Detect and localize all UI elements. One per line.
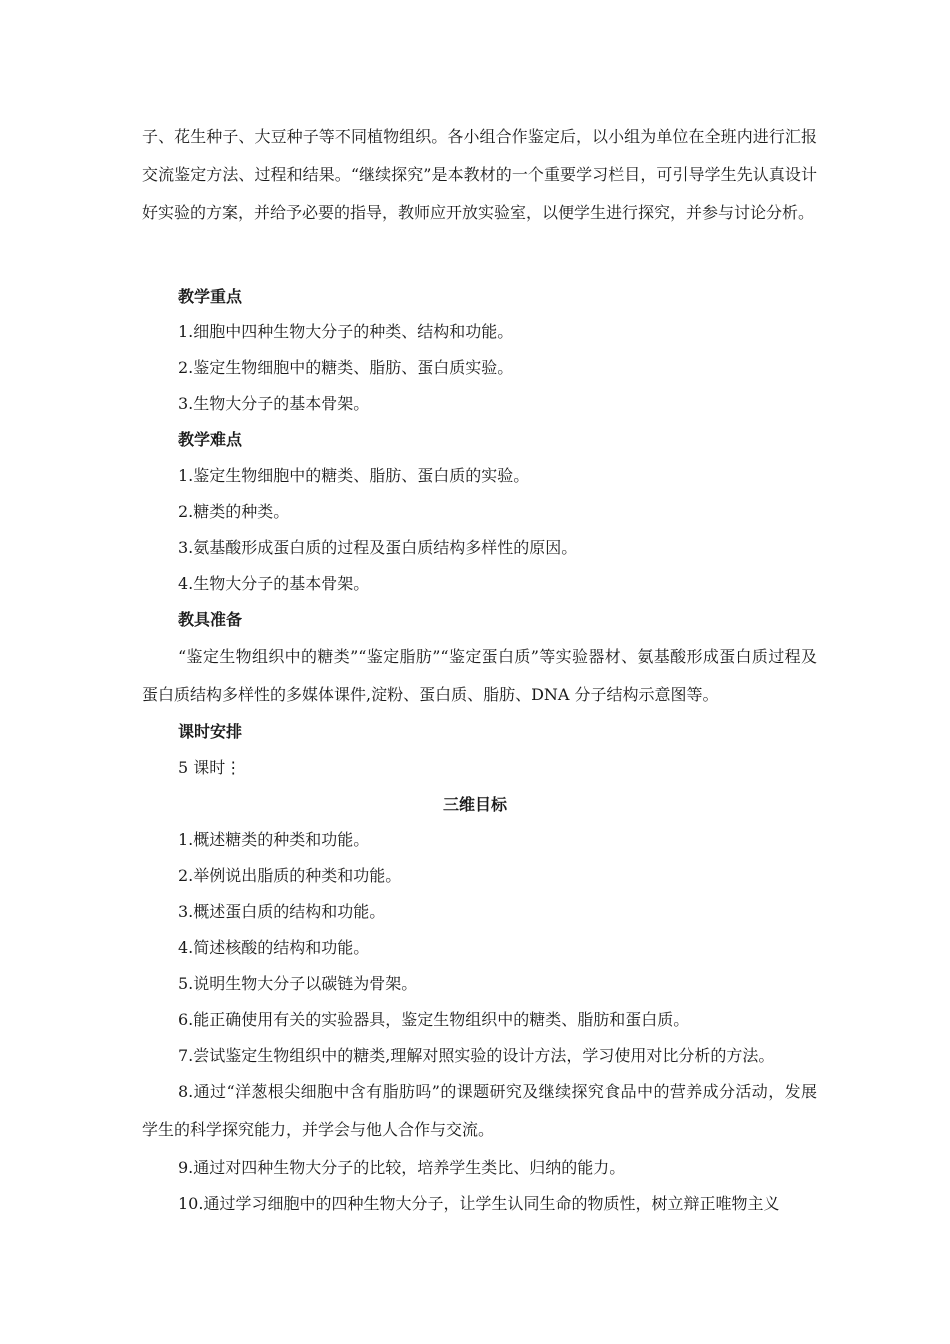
intro-paragraph: 子、花生种子、大豆种子等不同植物组织。各小组合作鉴定后，以小组为单位在全班内进行汇报交流鉴定方法、过程和结果。“继续探究”是本教材的一个重要学习栏目，可引导学生先认真设计好实验的方案，并给予必要的指导，教师应开放实验室，以便学生进行探究，并参与讨论分析。	[142, 127, 817, 222]
objective-4: 4.简述核酸的结构和功能。	[178, 938, 370, 957]
objective-1: 1.概述糖类的种类和功能。	[178, 830, 370, 849]
objective-9: 9.通过对四种生物大分子的比较，培养学生类比、归纳的能力。	[178, 1158, 626, 1177]
objective-7: 7.尝试鉴定生物组织中的糖类,理解对照实验的设计方法，学习使用对比分析的方法。	[178, 1046, 775, 1065]
schedule-value: 5 课时⋮	[178, 758, 242, 777]
teaching-aids-paragraph: “鉴定生物组织中的糖类”“鉴定脂肪”“鉴定蛋白质”等实验器材、氨基酸形成蛋白质过程及蛋白质结构多样性的多媒体课件,淀粉、蛋白质、脂肪、DNA 分子结构示意图等。	[142, 647, 817, 704]
difficult-point-4: 4.生物大分子的基本骨架。	[178, 574, 370, 593]
schedule-heading: 课时安排	[178, 722, 243, 741]
key-point-3: 3.生物大分子的基本骨架。	[178, 394, 370, 413]
key-points-heading: 教学重点	[178, 287, 243, 306]
objective-6: 6.能正确使用有关的实验器具，鉴定生物组织中的糖类、脂肪和蛋白质。	[178, 1010, 690, 1029]
objective-5: 5.说明生物大分子以碳链为骨架。	[178, 974, 418, 993]
difficult-points-heading: 教学难点	[178, 430, 243, 449]
objectives-heading: 三维目标	[442, 795, 507, 814]
difficult-point-1: 1.鉴定生物细胞中的糖类、脂肪、蛋白质的实验。	[178, 466, 530, 485]
objective-3: 3.概述蛋白质的结构和功能。	[178, 902, 386, 921]
key-point-2: 2.鉴定生物细胞中的糖类、脂肪、蛋白质实验。	[178, 358, 514, 377]
difficult-point-2: 2.糖类的种类。	[178, 502, 290, 521]
key-point-1: 1.细胞中四种生物大分子的种类、结构和功能。	[178, 322, 514, 341]
objective-10: 10.通过学习细胞中的四种生物大分子，让学生认同生命的物质性，树立辩正唯物主义	[178, 1194, 780, 1213]
difficult-point-3: 3.氨基酸形成蛋白质的过程及蛋白质结构多样性的原因。	[178, 538, 578, 557]
objective-8: 8.通过“洋葱根尖细胞中含有脂肪吗”的课题研究及继续探究食品中的营养成分活动，发展学生的科学探究能力，并学会与他人合作与交流。	[142, 1082, 817, 1139]
objective-2: 2.举例说出脂质的种类和功能。	[178, 866, 402, 885]
teaching-aids-heading: 教具准备	[178, 610, 243, 629]
